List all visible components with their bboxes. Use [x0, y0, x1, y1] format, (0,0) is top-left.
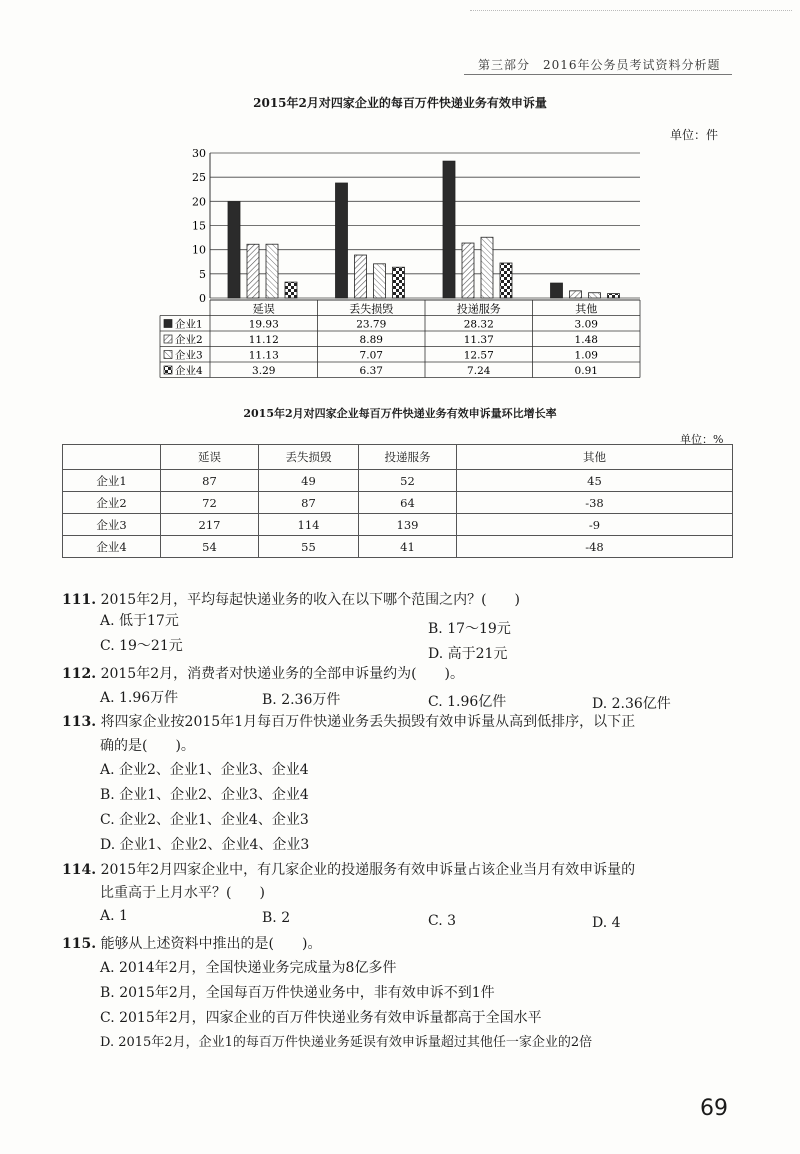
bar — [228, 202, 240, 298]
page-header: 第三部分 2016年公务员考试资料分析题 — [478, 58, 721, 72]
data-label: 3.09 — [574, 318, 598, 331]
option: B. 2015年2月，全国每百万件快递业务中，非有效申诉不到1件 — [100, 985, 495, 1001]
data-label: 3.29 — [252, 365, 276, 377]
table-cell: 45 — [457, 470, 733, 492]
y-tick-label: 0 — [199, 292, 206, 305]
table2-unit: 单位：% — [680, 433, 724, 446]
bar — [266, 244, 278, 298]
y-tick-label: 5 — [199, 267, 206, 281]
option: B. 企业1、企业2、企业3、企业4 — [100, 787, 309, 803]
question-number: 115. — [62, 936, 97, 952]
bar — [608, 294, 620, 298]
question-number: 114. — [62, 862, 97, 878]
option: B. 17～19元 — [428, 621, 511, 637]
option: A. 2014年2月，全国快递业务完成量为8亿多件 — [100, 960, 397, 976]
table-cell: 87 — [161, 470, 259, 492]
legend-label: 企业4 — [175, 365, 203, 377]
table-header-cell: 投递服务 — [359, 445, 457, 470]
option: B. 2.36万件 — [262, 692, 341, 708]
chart-unit: 单位：件 — [670, 128, 719, 142]
option: C. 2015年2月，四家企业的百万件快递业务有效申诉量都高于全国水平 — [100, 1010, 542, 1026]
question-112 — [62, 664, 464, 684]
question-stem: 将四家企业按2015年1月每百万件快递业务丢失损毁有效申诉量从高到低排序，以下正 — [100, 714, 636, 730]
table-header-cell: 延误 — [161, 445, 259, 470]
y-tick-label: 15 — [192, 219, 206, 233]
question-113 — [62, 712, 635, 732]
data-label: 8.89 — [359, 334, 383, 346]
table-cell: -38 — [457, 492, 733, 514]
data-label: 1.09 — [574, 349, 598, 362]
table-cell: 64 — [359, 492, 457, 514]
bar — [500, 263, 512, 298]
bar — [443, 161, 455, 298]
data-label: 12.57 — [463, 349, 494, 362]
table2-title: 2015年2月对四家企业每百万件快递业务有效申诉量环比增长率 — [243, 407, 557, 420]
table-cell: -48 — [457, 536, 733, 558]
top-rule — [470, 10, 792, 11]
option: C. 3 — [428, 913, 457, 929]
y-tick-label: 30 — [192, 147, 206, 160]
table-cell: 49 — [259, 470, 359, 492]
table-header-row — [63, 445, 733, 470]
table-cell: 114 — [259, 514, 359, 536]
option: C. 1.96亿件 — [428, 694, 507, 710]
table-cell: 企业1 — [63, 470, 161, 492]
bar — [462, 243, 474, 298]
legend-swatch — [164, 366, 172, 374]
option: A. 企业2、企业1、企业3、企业4 — [100, 762, 309, 778]
page-number: 69 — [700, 1096, 728, 1121]
header-rule — [464, 74, 732, 75]
y-tick-label: 20 — [192, 195, 206, 209]
bar — [481, 237, 493, 298]
option: C. 19～21元 — [100, 638, 183, 654]
option: D. 4 — [592, 915, 621, 931]
question-stem: 2015年2月，消费者对快递业务的全部申诉量约为( )。 — [100, 666, 465, 682]
chart-title: 2015年2月对四家企业的每百万件快递业务有效申诉量 — [253, 96, 547, 110]
option: A. 低于17元 — [100, 613, 179, 629]
option: A. 1 — [100, 908, 128, 924]
option: D. 2.36亿件 — [592, 696, 671, 712]
table-cell: 217 — [161, 514, 259, 536]
category-label: 丢失损毁 — [349, 302, 394, 316]
question-115 — [62, 934, 322, 954]
table-cell: -9 — [457, 514, 733, 536]
bar — [355, 255, 367, 298]
option: D. 高于21元 — [428, 646, 508, 662]
table-cell: 72 — [161, 492, 259, 514]
question-stem-cont: 比重高于上月水平？( ) — [100, 885, 265, 901]
table-row — [63, 492, 733, 514]
table-cell: 41 — [359, 536, 457, 558]
legend-label: 企业2 — [175, 334, 203, 346]
question-number: 112. — [62, 666, 97, 682]
bar — [589, 293, 601, 298]
growth-rate-table — [62, 444, 733, 558]
question-stem: 2015年2月四家企业中，有几家企业的投递服务有效申诉量占该企业当月有效申诉量的 — [100, 862, 636, 878]
bar-chart — [150, 145, 650, 395]
table-row — [63, 470, 733, 492]
table-cell: 企业2 — [63, 492, 161, 514]
bar — [285, 282, 297, 298]
table-row — [63, 536, 733, 558]
option: C. 企业2、企业1、企业4、企业3 — [100, 812, 309, 828]
bar — [247, 244, 259, 298]
table-cell: 55 — [259, 536, 359, 558]
data-label: 7.07 — [359, 349, 383, 362]
table-header-cell: 丢失损毁 — [259, 445, 359, 470]
legend-swatch — [164, 320, 172, 328]
data-label: 23.79 — [356, 318, 387, 331]
category-label: 延误 — [252, 302, 275, 316]
data-label: 19.93 — [248, 318, 279, 331]
option: D. 企业1、企业2、企业4、企业3 — [100, 837, 310, 853]
question-number: 111. — [62, 592, 97, 608]
data-label: 0.91 — [574, 365, 598, 377]
legend-swatch — [164, 335, 172, 343]
question-114 — [62, 860, 635, 880]
data-label: 11.13 — [248, 349, 279, 362]
table-cell: 139 — [359, 514, 457, 536]
bar — [393, 267, 405, 298]
question-number: 113. — [62, 714, 97, 730]
legend-label: 企业3 — [175, 349, 203, 362]
table-header-cell — [63, 445, 161, 470]
table-cell: 54 — [161, 536, 259, 558]
question-stem: 2015年2月，平均每起快递业务的收入在以下哪个范围之内？( ) — [100, 592, 521, 608]
data-label: 11.12 — [248, 334, 279, 346]
table-header-cell: 其他 — [457, 445, 733, 470]
category-label: 其他 — [575, 302, 598, 316]
data-label: 1.48 — [574, 334, 598, 346]
table-row — [63, 514, 733, 536]
table-cell: 企业4 — [63, 536, 161, 558]
table-cell: 87 — [259, 492, 359, 514]
option: A. 1.96万件 — [100, 690, 179, 706]
data-label: 7.24 — [467, 365, 491, 377]
data-label: 6.37 — [359, 365, 383, 377]
question-stem-cont: 确的是( )。 — [100, 738, 195, 754]
option: D. 2015年2月，企业1的每百万件快递业务延误有效申诉量超过其他任一家企业的2倍 — [100, 1035, 593, 1050]
table-cell: 企业3 — [63, 514, 161, 536]
data-label: 28.32 — [463, 318, 494, 331]
y-tick-label: 10 — [192, 243, 206, 257]
question-111 — [62, 590, 520, 610]
bar — [336, 183, 348, 298]
y-tick-label: 25 — [192, 171, 206, 185]
question-stem: 能够从上述资料中推出的是( )。 — [100, 936, 322, 952]
data-label: 11.37 — [463, 334, 494, 346]
bar — [374, 264, 386, 298]
legend-label: 企业1 — [175, 318, 203, 331]
table-cell: 52 — [359, 470, 457, 492]
legend-swatch — [164, 351, 172, 359]
bar — [551, 283, 563, 298]
bar — [570, 291, 582, 298]
option: B. 2 — [262, 910, 291, 926]
category-label: 投递服务 — [456, 302, 501, 316]
